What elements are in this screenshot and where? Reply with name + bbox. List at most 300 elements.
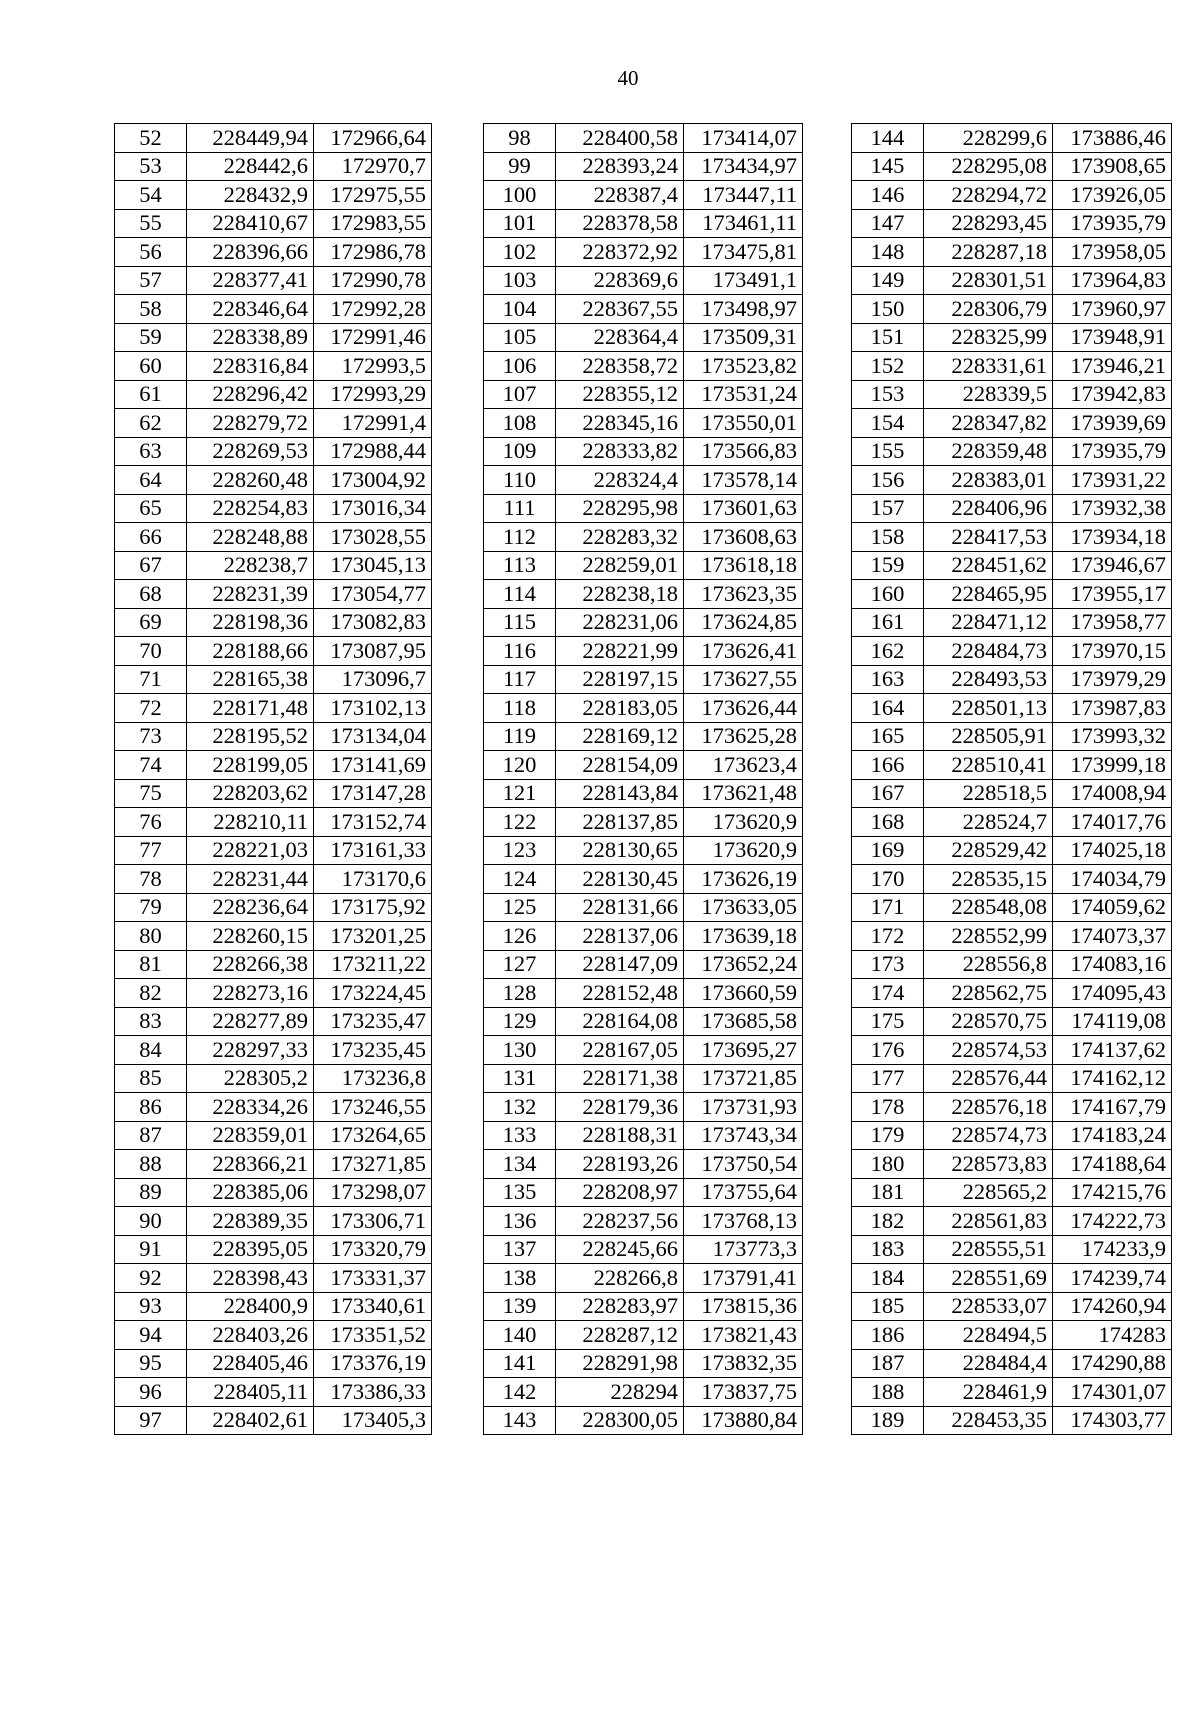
coordinate-x-cell: 228179,36 bbox=[556, 1093, 684, 1122]
table-row bbox=[115, 722, 432, 751]
coordinate-y-cell: 173743,34 bbox=[684, 1121, 803, 1150]
coordinate-y-cell: 174095,43 bbox=[1053, 979, 1172, 1008]
coordinate-y-cell: 173652,24 bbox=[684, 950, 803, 979]
table-row bbox=[484, 437, 803, 466]
coordinate-x-cell: 228169,12 bbox=[556, 722, 684, 751]
point-number-cell: 134 bbox=[484, 1150, 556, 1179]
coordinate-table-2 bbox=[483, 123, 803, 1435]
coordinate-x-cell: 228465,95 bbox=[924, 580, 1053, 609]
table-row bbox=[852, 808, 1172, 837]
table-row bbox=[115, 1064, 432, 1093]
point-number-cell: 58 bbox=[115, 295, 187, 324]
coordinate-x-cell: 228338,89 bbox=[187, 323, 314, 352]
table-row bbox=[115, 152, 432, 181]
coordinate-x-cell: 228245,66 bbox=[556, 1235, 684, 1264]
table-row bbox=[484, 1321, 803, 1350]
coordinate-x-cell: 228248,88 bbox=[187, 523, 314, 552]
table-row bbox=[115, 409, 432, 438]
point-number-cell: 155 bbox=[852, 437, 924, 466]
point-number-cell: 114 bbox=[484, 580, 556, 609]
coordinate-x-cell: 228183,05 bbox=[556, 694, 684, 723]
coordinate-y-cell: 174188,64 bbox=[1053, 1150, 1172, 1179]
table-row bbox=[115, 808, 432, 837]
coordinate-x-cell: 228287,18 bbox=[924, 238, 1053, 267]
coordinate-y-cell: 173639,18 bbox=[684, 922, 803, 951]
coordinate-x-cell: 228400,9 bbox=[187, 1292, 314, 1321]
coordinate-y-cell: 173608,63 bbox=[684, 523, 803, 552]
coordinate-x-cell: 228208,97 bbox=[556, 1178, 684, 1207]
point-number-cell: 89 bbox=[115, 1178, 187, 1207]
point-number-cell: 141 bbox=[484, 1349, 556, 1378]
coordinate-x-cell: 228195,52 bbox=[187, 722, 314, 751]
coordinate-y-cell: 173946,21 bbox=[1053, 352, 1172, 381]
coordinate-x-cell: 228259,01 bbox=[556, 551, 684, 580]
point-number-cell: 109 bbox=[484, 437, 556, 466]
point-number-cell: 136 bbox=[484, 1207, 556, 1236]
coordinate-y-cell: 173955,17 bbox=[1053, 580, 1172, 609]
point-number-cell: 151 bbox=[852, 323, 924, 352]
coordinate-x-cell: 228389,35 bbox=[187, 1207, 314, 1236]
coordinate-x-cell: 228164,08 bbox=[556, 1007, 684, 1036]
point-number-cell: 56 bbox=[115, 238, 187, 267]
table-row bbox=[484, 1064, 803, 1093]
coordinate-x-cell: 228378,58 bbox=[556, 209, 684, 238]
table-row bbox=[115, 209, 432, 238]
coordinate-y-cell: 173306,71 bbox=[314, 1207, 432, 1236]
table-row bbox=[115, 494, 432, 523]
point-number-cell: 80 bbox=[115, 922, 187, 951]
point-number-cell: 60 bbox=[115, 352, 187, 381]
coordinate-x-cell: 228154,09 bbox=[556, 751, 684, 780]
coordinate-y-cell: 173987,83 bbox=[1053, 694, 1172, 723]
table-row bbox=[484, 979, 803, 1008]
point-number-cell: 159 bbox=[852, 551, 924, 580]
coordinate-x-cell: 228198,36 bbox=[187, 608, 314, 637]
table-row bbox=[484, 779, 803, 808]
point-number-cell: 131 bbox=[484, 1064, 556, 1093]
point-number-cell: 69 bbox=[115, 608, 187, 637]
coordinate-x-cell: 228297,33 bbox=[187, 1036, 314, 1065]
table-row bbox=[115, 665, 432, 694]
point-number-cell: 174 bbox=[852, 979, 924, 1008]
table-row bbox=[115, 1178, 432, 1207]
coordinate-y-cell: 173624,85 bbox=[684, 608, 803, 637]
table-row bbox=[852, 295, 1172, 324]
coordinate-x-cell: 228533,07 bbox=[924, 1292, 1053, 1321]
point-number-cell: 153 bbox=[852, 380, 924, 409]
table-row bbox=[852, 751, 1172, 780]
point-number-cell: 149 bbox=[852, 266, 924, 295]
table-row bbox=[484, 637, 803, 666]
coordinate-y-cell: 173175,92 bbox=[314, 893, 432, 922]
point-number-cell: 81 bbox=[115, 950, 187, 979]
point-number-cell: 189 bbox=[852, 1406, 924, 1435]
table-row bbox=[852, 1292, 1172, 1321]
point-number-cell: 176 bbox=[852, 1036, 924, 1065]
coordinate-x-cell: 228294 bbox=[556, 1378, 684, 1407]
point-number-cell: 169 bbox=[852, 836, 924, 865]
coordinate-y-cell: 173405,3 bbox=[314, 1406, 432, 1435]
table-row bbox=[852, 124, 1172, 153]
point-number-cell: 86 bbox=[115, 1093, 187, 1122]
coordinate-y-cell: 173298,07 bbox=[314, 1178, 432, 1207]
table-row bbox=[115, 950, 432, 979]
coordinate-x-cell: 228556,8 bbox=[924, 950, 1053, 979]
point-number-cell: 100 bbox=[484, 181, 556, 210]
coordinate-y-cell: 173935,79 bbox=[1053, 437, 1172, 466]
coordinate-x-cell: 228334,26 bbox=[187, 1093, 314, 1122]
coordinate-y-cell: 173461,11 bbox=[684, 209, 803, 238]
coordinate-y-cell: 173621,48 bbox=[684, 779, 803, 808]
point-number-cell: 93 bbox=[115, 1292, 187, 1321]
coordinate-x-cell: 228405,11 bbox=[187, 1378, 314, 1407]
table-row bbox=[852, 523, 1172, 552]
point-number-cell: 70 bbox=[115, 637, 187, 666]
point-number-cell: 138 bbox=[484, 1264, 556, 1293]
point-number-cell: 157 bbox=[852, 494, 924, 523]
coordinate-y-cell: 173934,18 bbox=[1053, 523, 1172, 552]
coordinate-y-cell: 172992,28 bbox=[314, 295, 432, 324]
coordinate-x-cell: 228396,66 bbox=[187, 238, 314, 267]
coordinate-x-cell: 228364,4 bbox=[556, 323, 684, 352]
point-number-cell: 148 bbox=[852, 238, 924, 267]
point-number-cell: 63 bbox=[115, 437, 187, 466]
coordinate-x-cell: 228238,7 bbox=[187, 551, 314, 580]
coordinate-x-cell: 228131,66 bbox=[556, 893, 684, 922]
point-number-cell: 130 bbox=[484, 1036, 556, 1065]
coordinate-x-cell: 228193,26 bbox=[556, 1150, 684, 1179]
point-number-cell: 90 bbox=[115, 1207, 187, 1236]
table-row bbox=[852, 409, 1172, 438]
table-row bbox=[852, 922, 1172, 951]
coordinate-x-cell: 228449,94 bbox=[187, 124, 314, 153]
coordinate-x-cell: 228299,6 bbox=[924, 124, 1053, 153]
table-row bbox=[115, 893, 432, 922]
table-row bbox=[484, 950, 803, 979]
coordinate-y-cell: 173750,54 bbox=[684, 1150, 803, 1179]
point-number-cell: 97 bbox=[115, 1406, 187, 1435]
coordinate-y-cell: 174083,16 bbox=[1053, 950, 1172, 979]
coordinate-table-3 bbox=[851, 123, 1172, 1435]
table-row bbox=[484, 494, 803, 523]
table-row bbox=[852, 950, 1172, 979]
point-number-cell: 59 bbox=[115, 323, 187, 352]
point-number-cell: 156 bbox=[852, 466, 924, 495]
point-number-cell: 79 bbox=[115, 893, 187, 922]
coordinate-x-cell: 228359,01 bbox=[187, 1121, 314, 1150]
point-number-cell: 132 bbox=[484, 1093, 556, 1122]
table-row bbox=[115, 865, 432, 894]
point-number-cell: 116 bbox=[484, 637, 556, 666]
coordinate-x-cell: 228231,06 bbox=[556, 608, 684, 637]
coordinate-x-cell: 228203,62 bbox=[187, 779, 314, 808]
coordinate-y-cell: 174290,88 bbox=[1053, 1349, 1172, 1378]
coordinate-y-cell: 173087,95 bbox=[314, 637, 432, 666]
table-row bbox=[484, 551, 803, 580]
table-row bbox=[852, 1007, 1172, 1036]
table-row bbox=[115, 1406, 432, 1435]
point-number-cell: 123 bbox=[484, 836, 556, 865]
coordinate-y-cell: 172990,78 bbox=[314, 266, 432, 295]
point-number-cell: 111 bbox=[484, 494, 556, 523]
coordinate-y-cell: 173147,28 bbox=[314, 779, 432, 808]
table-row bbox=[852, 1207, 1172, 1236]
table-row bbox=[484, 380, 803, 409]
point-number-cell: 65 bbox=[115, 494, 187, 523]
table-row bbox=[484, 409, 803, 438]
coordinate-x-cell: 228400,58 bbox=[556, 124, 684, 153]
point-number-cell: 139 bbox=[484, 1292, 556, 1321]
coordinate-x-cell: 228199,05 bbox=[187, 751, 314, 780]
point-number-cell: 102 bbox=[484, 238, 556, 267]
coordinate-x-cell: 228266,38 bbox=[187, 950, 314, 979]
table-row bbox=[852, 466, 1172, 495]
table-row bbox=[852, 1121, 1172, 1150]
coordinate-y-cell: 174222,73 bbox=[1053, 1207, 1172, 1236]
coordinate-x-cell: 228574,53 bbox=[924, 1036, 1053, 1065]
point-number-cell: 133 bbox=[484, 1121, 556, 1150]
coordinate-y-cell: 173660,59 bbox=[684, 979, 803, 1008]
table-row bbox=[852, 580, 1172, 609]
point-number-cell: 160 bbox=[852, 580, 924, 609]
coordinate-y-cell: 173414,07 bbox=[684, 124, 803, 153]
coordinate-y-cell: 173271,85 bbox=[314, 1150, 432, 1179]
point-number-cell: 142 bbox=[484, 1378, 556, 1407]
coordinate-y-cell: 174034,79 bbox=[1053, 865, 1172, 894]
point-number-cell: 82 bbox=[115, 979, 187, 1008]
coordinate-y-cell: 172970,7 bbox=[314, 152, 432, 181]
point-number-cell: 75 bbox=[115, 779, 187, 808]
point-number-cell: 91 bbox=[115, 1235, 187, 1264]
coordinate-x-cell: 228324,4 bbox=[556, 466, 684, 495]
table-row bbox=[852, 352, 1172, 381]
coordinate-y-cell: 173958,05 bbox=[1053, 238, 1172, 267]
coordinate-y-cell: 174303,77 bbox=[1053, 1406, 1172, 1435]
coordinate-y-cell: 173623,35 bbox=[684, 580, 803, 609]
table-row bbox=[852, 893, 1172, 922]
coordinate-y-cell: 173045,13 bbox=[314, 551, 432, 580]
coordinate-x-cell: 228442,6 bbox=[187, 152, 314, 181]
coordinate-x-cell: 228171,48 bbox=[187, 694, 314, 723]
table-row bbox=[484, 295, 803, 324]
table-row bbox=[484, 1093, 803, 1122]
coordinate-y-cell: 173821,43 bbox=[684, 1321, 803, 1350]
point-number-cell: 125 bbox=[484, 893, 556, 922]
point-number-cell: 64 bbox=[115, 466, 187, 495]
coordinate-y-cell: 173523,82 bbox=[684, 352, 803, 381]
coordinate-x-cell: 228167,05 bbox=[556, 1036, 684, 1065]
coordinate-y-cell: 172983,55 bbox=[314, 209, 432, 238]
coordinate-x-cell: 228197,15 bbox=[556, 665, 684, 694]
table-row bbox=[852, 637, 1172, 666]
point-number-cell: 168 bbox=[852, 808, 924, 837]
point-number-cell: 165 bbox=[852, 722, 924, 751]
coordinate-y-cell: 173152,74 bbox=[314, 808, 432, 837]
coordinate-y-cell: 173626,44 bbox=[684, 694, 803, 723]
coordinate-x-cell: 228130,45 bbox=[556, 865, 684, 894]
point-number-cell: 99 bbox=[484, 152, 556, 181]
point-number-cell: 94 bbox=[115, 1321, 187, 1350]
coordinate-y-cell: 173246,55 bbox=[314, 1093, 432, 1122]
coordinate-y-cell: 173931,22 bbox=[1053, 466, 1172, 495]
table-row bbox=[852, 1093, 1172, 1122]
coordinate-x-cell: 228505,91 bbox=[924, 722, 1053, 751]
coordinate-x-cell: 228221,03 bbox=[187, 836, 314, 865]
table-row bbox=[484, 722, 803, 751]
point-number-cell: 164 bbox=[852, 694, 924, 723]
coordinate-x-cell: 228294,72 bbox=[924, 181, 1053, 210]
coordinate-table-1 bbox=[114, 123, 432, 1435]
coordinate-x-cell: 228551,69 bbox=[924, 1264, 1053, 1293]
coordinate-x-cell: 228237,56 bbox=[556, 1207, 684, 1236]
coordinate-x-cell: 228260,48 bbox=[187, 466, 314, 495]
table-row bbox=[852, 380, 1172, 409]
point-number-cell: 110 bbox=[484, 466, 556, 495]
point-number-cell: 150 bbox=[852, 295, 924, 324]
point-number-cell: 112 bbox=[484, 523, 556, 552]
coordinate-x-cell: 228385,06 bbox=[187, 1178, 314, 1207]
table-row bbox=[852, 266, 1172, 295]
coordinate-x-cell: 228231,39 bbox=[187, 580, 314, 609]
point-number-cell: 96 bbox=[115, 1378, 187, 1407]
point-number-cell: 72 bbox=[115, 694, 187, 723]
table-row bbox=[115, 1150, 432, 1179]
coordinate-y-cell: 172993,5 bbox=[314, 352, 432, 381]
coordinate-x-cell: 228355,12 bbox=[556, 380, 684, 409]
coordinate-y-cell: 174025,18 bbox=[1053, 836, 1172, 865]
coordinate-y-cell: 173447,11 bbox=[684, 181, 803, 210]
coordinate-x-cell: 228293,45 bbox=[924, 209, 1053, 238]
coordinate-y-cell: 173201,25 bbox=[314, 922, 432, 951]
point-number-cell: 182 bbox=[852, 1207, 924, 1236]
table-row bbox=[484, 466, 803, 495]
coordinate-x-cell: 228221,99 bbox=[556, 637, 684, 666]
table-row bbox=[852, 209, 1172, 238]
table-row bbox=[115, 1264, 432, 1293]
table-row bbox=[852, 1036, 1172, 1065]
coordinate-x-cell: 228367,55 bbox=[556, 295, 684, 324]
coordinate-y-cell: 173236,8 bbox=[314, 1064, 432, 1093]
coordinate-x-cell: 228273,16 bbox=[187, 979, 314, 1008]
coordinate-y-cell: 174283 bbox=[1053, 1321, 1172, 1350]
point-number-cell: 113 bbox=[484, 551, 556, 580]
coordinate-x-cell: 228188,31 bbox=[556, 1121, 684, 1150]
table-row bbox=[852, 836, 1172, 865]
coordinate-y-cell: 173141,69 bbox=[314, 751, 432, 780]
coordinate-x-cell: 228484,73 bbox=[924, 637, 1053, 666]
coordinate-y-cell: 173054,77 bbox=[314, 580, 432, 609]
table-row bbox=[115, 238, 432, 267]
table-row bbox=[484, 665, 803, 694]
table-row bbox=[115, 295, 432, 324]
coordinate-x-cell: 228576,44 bbox=[924, 1064, 1053, 1093]
coordinate-x-cell: 228565,2 bbox=[924, 1178, 1053, 1207]
table-row bbox=[852, 181, 1172, 210]
point-number-cell: 108 bbox=[484, 409, 556, 438]
table-row bbox=[852, 694, 1172, 723]
table-row bbox=[484, 1264, 803, 1293]
coordinate-y-cell: 173993,32 bbox=[1053, 722, 1172, 751]
coordinate-y-cell: 173731,93 bbox=[684, 1093, 803, 1122]
table-row bbox=[115, 352, 432, 381]
point-number-cell: 175 bbox=[852, 1007, 924, 1036]
coordinate-y-cell: 174073,37 bbox=[1053, 922, 1172, 951]
table-row bbox=[852, 665, 1172, 694]
coordinate-x-cell: 228359,48 bbox=[924, 437, 1053, 466]
coordinate-y-cell: 173016,34 bbox=[314, 494, 432, 523]
coordinate-x-cell: 228277,89 bbox=[187, 1007, 314, 1036]
table-row bbox=[484, 1121, 803, 1150]
coordinate-x-cell: 228347,82 bbox=[924, 409, 1053, 438]
point-number-cell: 170 bbox=[852, 865, 924, 894]
coordinate-y-cell: 173235,47 bbox=[314, 1007, 432, 1036]
coordinate-y-cell: 174119,08 bbox=[1053, 1007, 1172, 1036]
table-row bbox=[115, 551, 432, 580]
coordinate-y-cell: 173618,18 bbox=[684, 551, 803, 580]
coordinate-x-cell: 228406,96 bbox=[924, 494, 1053, 523]
coordinate-x-cell: 228210,11 bbox=[187, 808, 314, 837]
point-number-cell: 186 bbox=[852, 1321, 924, 1350]
table-row bbox=[484, 209, 803, 238]
coordinate-x-cell: 228147,09 bbox=[556, 950, 684, 979]
table-row bbox=[115, 1235, 432, 1264]
table-row bbox=[852, 722, 1172, 751]
table-row bbox=[115, 1093, 432, 1122]
coordinate-x-cell: 228137,85 bbox=[556, 808, 684, 837]
table-row bbox=[115, 380, 432, 409]
table-row bbox=[115, 751, 432, 780]
table-row bbox=[852, 238, 1172, 267]
coordinate-y-cell: 172991,46 bbox=[314, 323, 432, 352]
point-number-cell: 57 bbox=[115, 266, 187, 295]
coordinate-x-cell: 228346,64 bbox=[187, 295, 314, 324]
table-row bbox=[484, 1207, 803, 1236]
coordinate-x-cell: 228432,9 bbox=[187, 181, 314, 210]
coordinate-y-cell: 173134,04 bbox=[314, 722, 432, 751]
coordinate-y-cell: 173926,05 bbox=[1053, 181, 1172, 210]
point-number-cell: 152 bbox=[852, 352, 924, 381]
coordinate-x-cell: 228369,6 bbox=[556, 266, 684, 295]
coordinate-y-cell: 174059,62 bbox=[1053, 893, 1172, 922]
coordinate-y-cell: 172991,4 bbox=[314, 409, 432, 438]
coordinate-y-cell: 173685,58 bbox=[684, 1007, 803, 1036]
point-number-cell: 173 bbox=[852, 950, 924, 979]
coordinate-y-cell: 173351,52 bbox=[314, 1321, 432, 1350]
coordinate-y-cell: 172986,78 bbox=[314, 238, 432, 267]
coordinate-y-cell: 173170,6 bbox=[314, 865, 432, 894]
coordinate-y-cell: 173235,45 bbox=[314, 1036, 432, 1065]
table-row bbox=[484, 238, 803, 267]
coordinate-y-cell: 173386,33 bbox=[314, 1378, 432, 1407]
coordinate-x-cell: 228301,51 bbox=[924, 266, 1053, 295]
coordinate-x-cell: 228383,01 bbox=[924, 466, 1053, 495]
point-number-cell: 178 bbox=[852, 1093, 924, 1122]
table-row bbox=[484, 836, 803, 865]
coordinate-y-cell: 174239,74 bbox=[1053, 1264, 1172, 1293]
coordinate-y-cell: 173627,55 bbox=[684, 665, 803, 694]
coordinate-y-cell: 173491,1 bbox=[684, 266, 803, 295]
coordinate-y-cell: 173815,36 bbox=[684, 1292, 803, 1321]
table-row bbox=[115, 836, 432, 865]
table-row bbox=[484, 323, 803, 352]
point-number-cell: 52 bbox=[115, 124, 187, 153]
coordinate-x-cell: 228501,13 bbox=[924, 694, 1053, 723]
table-row bbox=[484, 266, 803, 295]
coordinate-x-cell: 228188,66 bbox=[187, 637, 314, 666]
coordinate-x-cell: 228152,48 bbox=[556, 979, 684, 1008]
table-row bbox=[852, 979, 1172, 1008]
coordinate-y-cell: 172988,44 bbox=[314, 437, 432, 466]
